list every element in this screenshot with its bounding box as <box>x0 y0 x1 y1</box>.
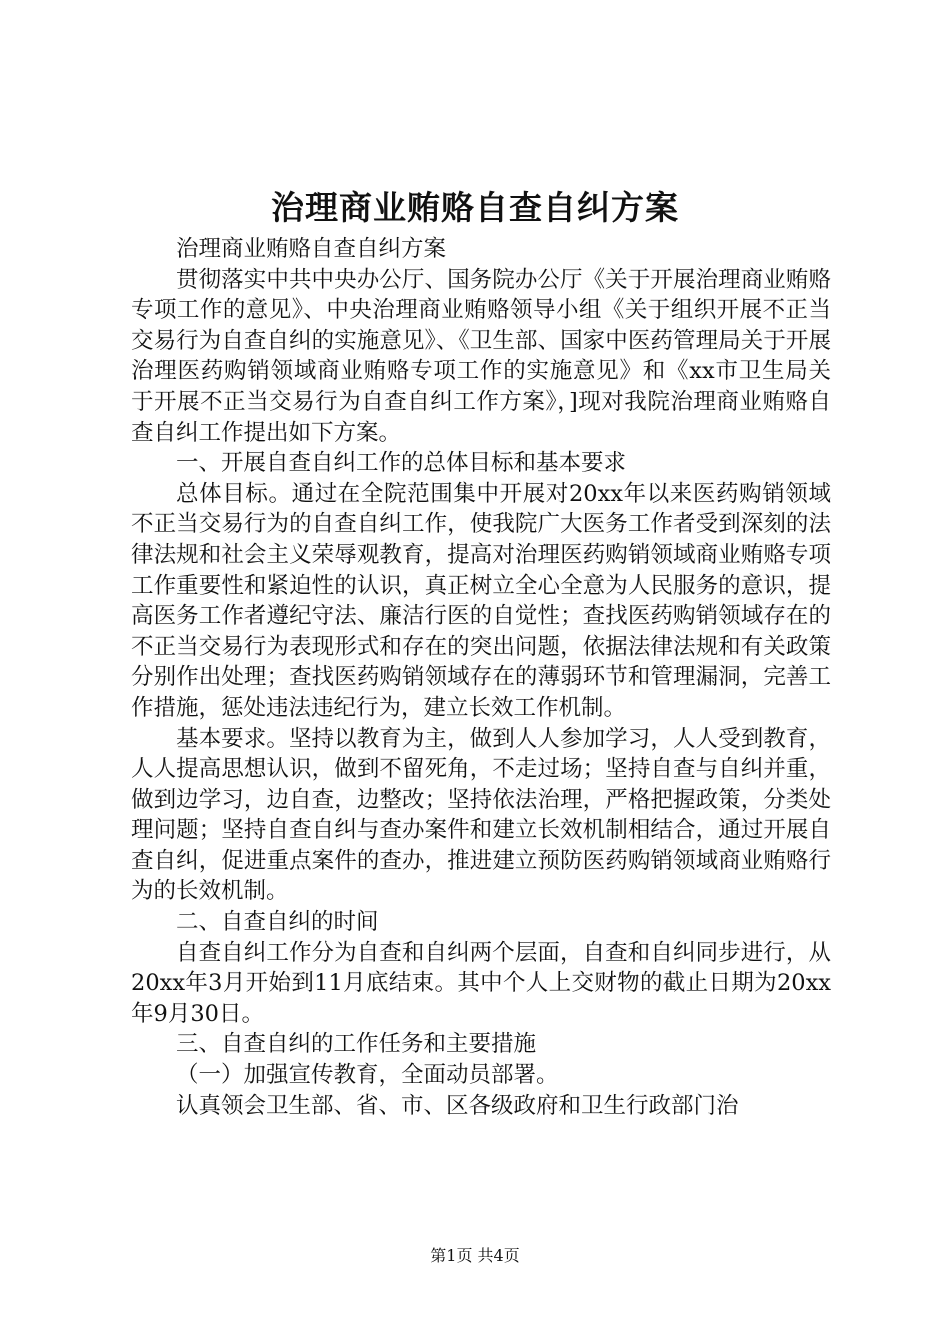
paragraph-intro: 贯彻落实中共中央办公厅、国务院办公厅《关于开展治理商业贿赂专项工作的意见》、中央治理商业贿赂领导小组《关于组织开展不正当交易行为自查自纠的实施意见》、《卫生部、国家中医药管理局关于开展治理医药购销领域商业贿赂专项工作的实施意见》和《xx市卫生局关于开展不正当交易行为自查自纠工作方案》，]现对我院治理商业贿赂自查自纠工作提出如下方案。 <box>131 266 831 446</box>
paragraph-timeline: 自查自纠工作分为自查和自纠两个层面，自查和自纠同步进行，从20xx年3月开始到11月底结束。其中个人上交财物的截止日期为20xx年9月30日。 <box>131 939 831 1027</box>
document-body <box>131 234 831 1121</box>
section-heading-1: 一、开展自查自纠工作的总体目标和基本要求 <box>176 450 627 477</box>
paragraph-subtitle: 治理商业贿赂自查自纠方案 <box>176 236 447 262</box>
document-title: 治理商业贿赂自查自纠方案 <box>271 188 679 227</box>
paragraph-basic-requirements: 基本要求。坚持以教育为主，做到人人参加学习，人人受到教育，人人提高思想认识，做到不留死角，不走过场；坚持自查与自纠并重，做到边学习，边自查，边整改；坚持依法治理，严格把握政策，分类处理问题；坚持自查自纠与查办案件和建立长效机制相结合，通过开展自查自纠，促进重点案件的查办，推进建立预防医药购销领域商业贿赂行为的长效机制。 <box>131 725 831 905</box>
section-heading-3: 三、自查自纠的工作任务和主要措施 <box>176 1031 537 1058</box>
subsection-heading-1: （一）加强宣传教育，全面动员部署。 <box>176 1062 559 1089</box>
paragraph-continued: 认真领会卫生部、省、市、区各级政府和卫生行政部门治 <box>176 1092 739 1119</box>
page-footer: 第1页 共4页 <box>430 1246 520 1265</box>
section-heading-2: 二、自查自纠的时间 <box>176 909 379 936</box>
paragraph-overall-goal: 总体目标。通过在全院范围集中开展对20xx年以来医药购销领域不正当交易行为的自查自纠工作，使我院广大医务工作者受到深刻的法律法规和社会主义荣辱观教育，提高对治理医药购销领域商业贿赂专项工作重要性和紧迫性的认识，真正树立全心全意为人民服务的意识，提高医务工作者遵纪守法、廉洁行医的自觉性；查找医药购销领域存在的不正当交易行为表现形式和存在的突出问题，依据法律法规和有关政策分别作出处理；查找医药购销领域存在的薄弱环节和管理漏洞，完善工作措施，惩处违法违纪行为，建立长效工作机制。 <box>131 480 831 721</box>
